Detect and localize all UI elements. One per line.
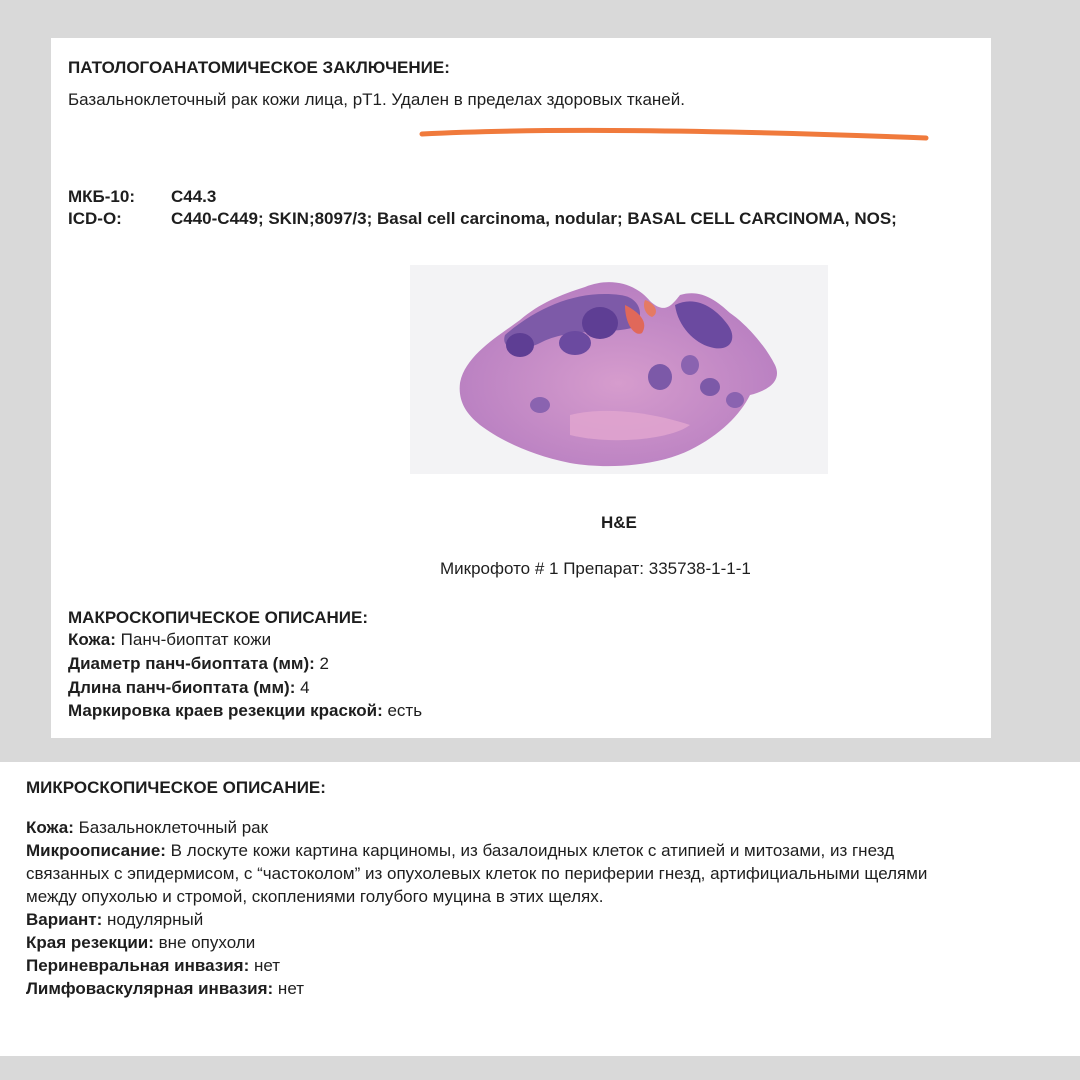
- micro-heading: МИКРОСКОПИЧЕСКОЕ ОПИСАНИЕ:: [26, 778, 326, 797]
- icdo-value: C440-C449; SKIN;8097/3; Basal cell carcinoma, nodular; BASAL CELL CARCINOMA, NOS;: [171, 209, 897, 228]
- conclusion-text: Базальноклеточный рак кожи лица, pT1. Удален в пределах здоровых тканей.: [68, 90, 685, 109]
- macro-item: Диаметр панч-биоптата (мм): 2: [68, 654, 329, 673]
- micro-desc-line: связанных с эпидермисом, с “частоколом” из опухолевых клеток по периферии гнезд, артифициальными щелями: [26, 864, 928, 883]
- micro-body: [26, 816, 927, 1000]
- mkb-label: МКБ-10:: [68, 187, 135, 206]
- conclusion-heading: ПАТОЛОГОАНАТОМИЧЕСКОЕ ЗАКЛЮЧЕНИЕ:: [68, 58, 450, 77]
- stain-label: H&E: [601, 513, 637, 532]
- micro-perineural-line: Периневральная инвазия: нет: [26, 956, 281, 975]
- macro-item: Длина панч-биоптата (мм): 4: [68, 678, 310, 697]
- micrograph-caption: Микрофото # 1 Препарат: 335738-1-1-1: [440, 559, 751, 578]
- micro-variant-line: Вариант: нодулярный: [26, 910, 204, 929]
- micro-margins-line: Края резекции: вне опухоли: [26, 933, 256, 952]
- micro-lymph-line: Лимфоваскулярная инвазия: нет: [26, 979, 304, 998]
- report-page-bottom: [0, 762, 1080, 1056]
- micro-desc-line: Микроописание: В лоскуте кожи картина карциномы, из базалоидных клеток с атипией и митозами, из гнезд: [26, 841, 894, 860]
- orange-highlight-underline: [418, 120, 930, 146]
- diagnosis-codes: [68, 186, 897, 230]
- micro-desc-line: между опухолью и стромой, скоплениями голубого муцина в этих щелях.: [26, 887, 604, 906]
- icdo-label: ICD-O:: [68, 209, 122, 228]
- micro-skin-line: Кожа: Базальноклеточный рак: [26, 818, 269, 837]
- macro-heading: МАКРОСКОПИЧЕСКОЕ ОПИСАНИЕ:: [68, 608, 368, 627]
- macro-item: Кожа: Панч-биоптат кожи: [68, 630, 272, 649]
- report-page-top: [51, 38, 991, 738]
- mkb-value: C44.3: [171, 187, 217, 206]
- macro-item: Маркировка краев резекции краской: есть: [68, 701, 423, 720]
- he-stained-tissue-image: [410, 265, 828, 474]
- micrograph-image: [410, 265, 828, 474]
